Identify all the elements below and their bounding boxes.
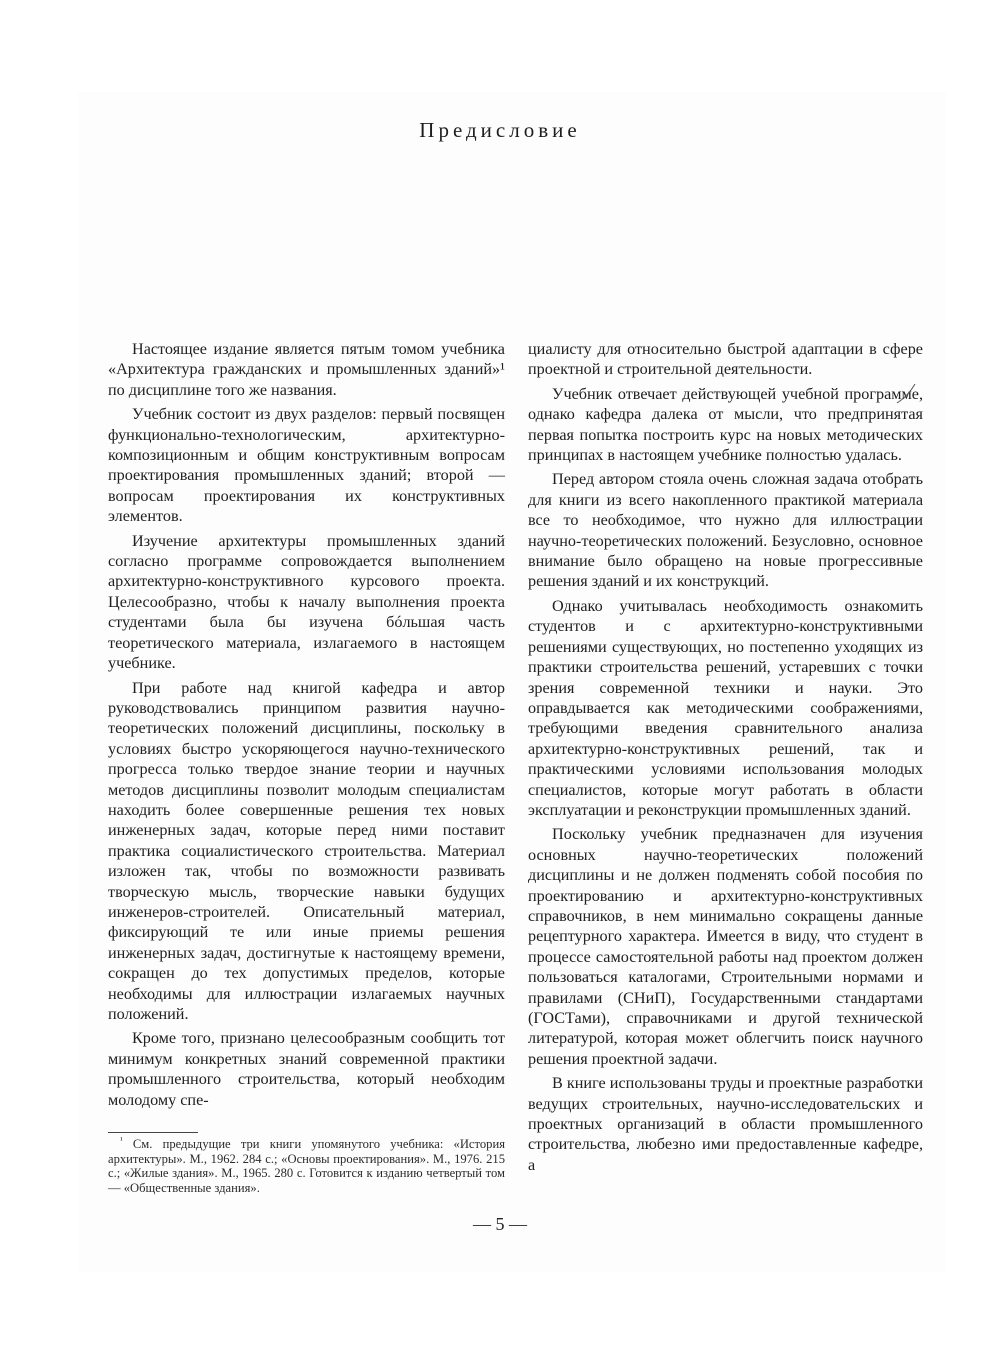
pen-mark-icon (895, 383, 917, 405)
paragraph-10: В книге использованы труды и проектные разработки ведущих строительных, научно-исследовательских и проектных организаций в области промышленного строительства, любезно ими предоставленные кафедре, а (528, 1074, 923, 1174)
paragraph-4: При работе над книгой кафедра и автор руководствовались принципом развития научно-теоретических положений дисциплины, поскольку в условиях быстро ускоряющегося научно-технического прогресса только твердое знание теории и научных методов дисциплины позволит молодым специалистам находить более совершенные решения тех новых инженерных задач, которые перед ними поставит практика социалистического строительства. Материал изложен так, чтобы по возможности развивать творческую мысль, творческие навыки будущих инженеров-строителей. Описательный материал, фиксирующий те или иные приемы решения инженерных задач, достигнутые к настоящему времени, сокращен до тех допустимых пределов, которые необходимы для иллюстрации излагаемых научных положений. (108, 678, 505, 1023)
paragraph-7: Перед автором стояла очень сложная задача отобрать для книги из всего накопленного практикой материала все то необходимое, что нужно для иллюстрации научно-теоретических положений. Безусловно, основное внимание было обращено на новые прогрессивные решения зданий и их конструкций. (528, 470, 923, 591)
paragraph-1: Настоящее издание является пятым томом учебника «Архитектура гражданских и промышленных зданий»¹ по дисциплине того же названия. (108, 340, 505, 399)
footnote (108, 1134, 505, 1195)
paragraph-continuation: циалисту для относительно быстрой адаптации в сфере проектной и строительной деятельности. (528, 340, 923, 379)
right-column (528, 339, 923, 1179)
paragraph-9: Поскольку учебник предназначен для изучения основных научно-теоретических положений дисциплины и не должен подменять собой пособия по проектированию и архитектурно-конструктивных справочников, в нем минимально сокращены данные рецептурного характера. Имеется в виду, что студент в процессе самостоятельной работы над проектом должен пользоваться каталогами, Строительными нормами и правилами (СНиП), Государственными стандартами (ГОСТами), справочниками и другой технической литературой, которая может облегчить поиск научного решения проектной задачи. (528, 825, 923, 1068)
paragraph-6: Учебник отвечает действующей учебной программе, однако кафедра далека от мысли, что предпринятая первая попытка построить курс на новых методических принципах в настоящем учебнике полностью удалась. (528, 384, 923, 465)
paragraph-2: Учебник состоит из двух разделов: первый посвящен функционально-технологическим, архитектурно-композиционным и общим конструктивным вопросам проектирования промышленных зданий; второй — вопросам проектирования их конструктивных элементов. (108, 405, 505, 526)
footnote-divider (108, 1132, 198, 1133)
paragraph-8: Однако учитывалась необходимость ознакомить студентов и с архитектурно-конструктивными решениями существующих, но постепенно уходящих из практики строительства решений, устаревших с точки зрения современной техники и науки. Это оправдывается как методическими соображениями, требующими введения сравнительного анализа архитектурно-конструктивных решений, так и практическими условиями использования молодых специалистов, которые могут работать в области эксплуатации и реконструкции промышленных зданий. (528, 596, 923, 819)
left-column (108, 339, 505, 1114)
paragraph-3: Изучение архитектуры промышленных зданий согласно программе сопровождается выполнением архитектурно-конструктивного курсового проекта. Целесообразно, чтобы к началу выполнения проекта студентами была бы изучена бóльшая часть теоретического материала, излагаемого в настоящем учебнике. (108, 531, 505, 673)
footnote-text: См. предыдущие три книги упомянутого учебника: «История архитектуры». М., 1962. 284 с.; «Основы проектирования». М., 1976. 215 с.; «Жилые здания». М., 1965. 280 с. Готовится к изданию четвертый том — «Общественные здания». (108, 1137, 505, 1195)
page-title: Предисловие (419, 118, 581, 142)
paragraph-5: Кроме того, признано целесообразным сообщить тот минимум конкретных знаний современной практики промышленного строительства, который необходим молодому спе- (108, 1029, 505, 1109)
footnote-marker: ¹ (120, 1134, 123, 1145)
page-number: — 5 — (473, 1214, 527, 1234)
